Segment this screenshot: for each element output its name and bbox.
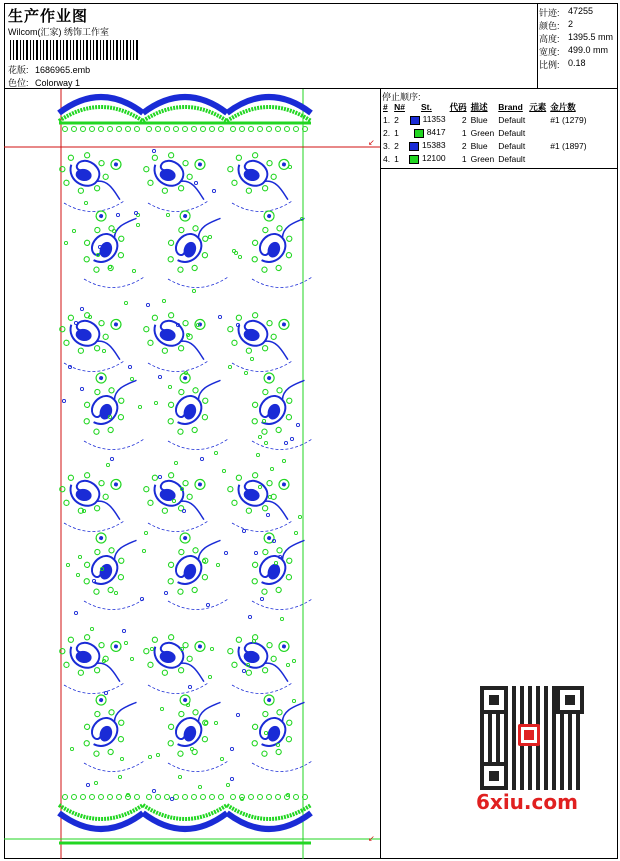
color-description-cell: Blue [470, 114, 488, 125]
stat-label: 宽度: [539, 47, 560, 57]
brand-cell: Default [498, 153, 526, 164]
stitch-count: 15383 [421, 140, 446, 151]
row-number-cell: 4. [383, 153, 391, 164]
brand-cell: Default [498, 127, 526, 138]
embroidery-pattern [4, 89, 381, 859]
stop-sequence-table [381, 100, 589, 165]
colorway-label: 色位: [8, 78, 29, 88]
sequin-count-cell [548, 152, 588, 165]
col-header: 描述 [470, 101, 488, 112]
col-header: St. [420, 101, 432, 112]
element-cell [527, 152, 548, 165]
svg-text:↙: ↙ [368, 834, 375, 843]
stat-value: 499.0 mm [568, 45, 609, 55]
needle-number-cell: 2 [394, 114, 399, 125]
stop-sequence-caption: 停止顺序: [382, 92, 421, 102]
color-description-cell: Green [470, 127, 495, 138]
stat-label: 高度: [539, 34, 560, 44]
stat-value: 1395.5 mm [568, 32, 614, 42]
stitch-count: 8417 [426, 127, 446, 138]
table-row [381, 126, 589, 139]
qr-code [470, 682, 586, 802]
table-row [381, 152, 589, 165]
stitch-count: 11353 [422, 114, 446, 125]
element-cell [527, 126, 548, 139]
needle-number-cell: 2 [394, 140, 399, 151]
table-header-row [381, 100, 589, 113]
element-cell [527, 139, 548, 152]
stats-panel [537, 3, 618, 88]
scallop-border [59, 97, 311, 132]
header-panel [4, 3, 537, 88]
color-swatch [414, 129, 424, 138]
color-swatch [410, 116, 420, 125]
table-row [381, 139, 589, 152]
col-header: 元素 [529, 101, 547, 112]
col-header: 代码 [449, 101, 467, 112]
stat-scale [539, 58, 586, 71]
color-swatch [409, 155, 419, 164]
stitch-count: 12100 [421, 153, 446, 164]
color-code-cell: 1 [461, 153, 467, 164]
col-header: 金片数 [550, 101, 576, 112]
needle-number-cell: 1 [394, 127, 399, 138]
stat-label: 比例: [539, 60, 560, 70]
row-number-cell: 2. [383, 127, 391, 138]
sequin-count-cell: #1 (1279) [550, 114, 587, 125]
needle-number-cell: 1 [394, 153, 399, 164]
barcode [10, 40, 140, 60]
stat-width [539, 45, 609, 58]
row-number-cell: 1. [383, 114, 391, 125]
stop-sequence-panel [381, 89, 618, 169]
design-file-row [8, 63, 90, 76]
stat-stitches [539, 6, 594, 19]
stitch-count-cell [407, 152, 448, 165]
embroidery-design-preview [4, 89, 381, 859]
brand-cell: Default [498, 140, 526, 151]
stat-height [539, 32, 614, 45]
brand-cell: Default [498, 114, 526, 125]
design-file-name: 1686965.emb [35, 65, 91, 75]
svg-text:↙: ↙ [368, 138, 375, 147]
stitch-count-cell [407, 126, 448, 139]
sequin-count-cell [548, 126, 588, 139]
color-description-cell: Green [470, 153, 495, 164]
stat-label: 针迹: [539, 8, 560, 18]
stat-colors [539, 19, 574, 32]
element-cell [527, 113, 548, 126]
color-code-cell: 1 [461, 127, 467, 138]
company-name: Wilcom(汇家) 绣饰工作室 [8, 27, 109, 37]
stitch-count-cell [407, 113, 448, 126]
table-row [381, 113, 589, 126]
color-description-cell: Blue [470, 140, 488, 151]
stat-label: 颜色: [539, 21, 560, 31]
col-header: N# [394, 101, 405, 112]
stat-value: 0.18 [568, 58, 586, 68]
scallop-border [59, 795, 311, 844]
row-number-cell: 3. [383, 140, 391, 151]
col-header: Brand [498, 101, 523, 112]
colorway-value: Colorway 1 [35, 78, 81, 88]
watermark-logo: 6xiu.com [476, 790, 578, 814]
page-title: 生产作业图 [8, 8, 89, 25]
color-code-cell: 2 [461, 114, 467, 125]
col-header: # [383, 101, 388, 112]
sequin-count-cell: #1 (1897) [550, 140, 587, 151]
stat-value: 47255 [568, 6, 594, 16]
stat-value: 2 [568, 19, 574, 29]
stitch-count-cell [407, 139, 448, 152]
design-label: 花版: [8, 65, 29, 75]
color-code-cell: 2 [461, 140, 467, 151]
color-swatch [409, 142, 419, 151]
